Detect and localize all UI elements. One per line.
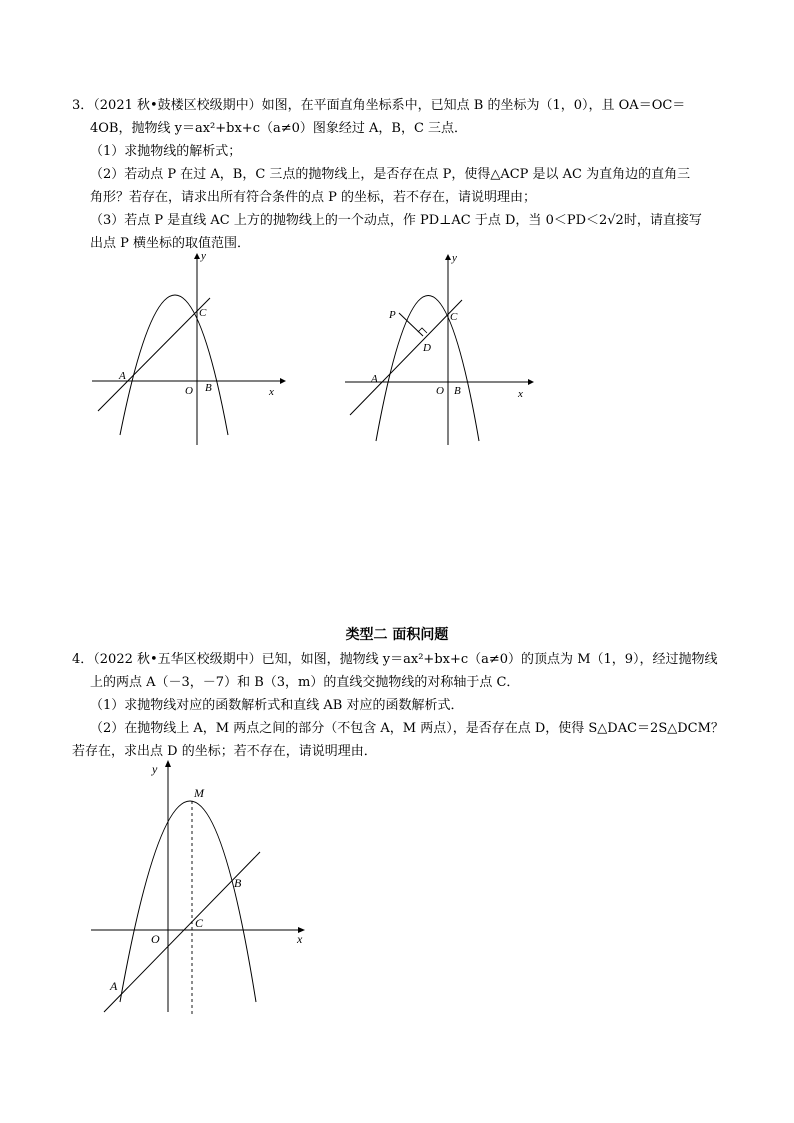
y-axis-arrow <box>445 254 451 260</box>
label-y: y <box>201 250 206 262</box>
label-O: O <box>436 385 444 397</box>
parabola <box>120 801 256 1002</box>
figure-3 <box>88 757 318 1017</box>
label-A: A <box>371 373 378 385</box>
problem-3-question-2a: （2）若动点 P 在过 A，B，C 三点的抛物线上，是否存在点 P，使得△ACP 是以 AC 为直角边的直角三 <box>90 167 691 182</box>
label-x: x <box>297 932 303 946</box>
parabola <box>120 295 228 435</box>
problem-3 <box>72 94 732 255</box>
problem-4-question-2a: （2）在抛物线上 A，M 两点之间的部分（不包含 A，M 两点），是否存在点 D，使得 S△DAC＝2S△DCM？ <box>90 721 724 736</box>
problem-4-question-1: （1）求抛物线对应的函数解析式和直线 AB 对应的函数解析式． <box>90 698 464 713</box>
label-D: D <box>423 342 431 354</box>
problem-4-question-2b: 若存在，求出点 D 的坐标；若不存在，请说明理由． <box>72 744 377 759</box>
line-ac <box>350 300 462 415</box>
label-P: P <box>389 309 396 321</box>
problem-3-line-2: 4OB，抛物线 y＝ax²+bx+c（a≠0）图象经过 A，B，C 三点． <box>90 121 468 136</box>
label-y: y <box>152 762 158 776</box>
segment-pd <box>399 313 423 336</box>
problem-4-line-2: 上的两点 A（－3，－7）和 B（3，m）的直线交抛物线的对称轴于点 C． <box>90 675 520 690</box>
y-axis-arrow <box>194 253 200 259</box>
problem-3-question-3b: 出点 P 横坐标的取值范围． <box>90 236 251 251</box>
problem-3-question-1: （1）求抛物线的解析式； <box>90 144 242 159</box>
section-title: 类型二 面积问题 <box>345 627 449 643</box>
label-x: x <box>518 388 523 400</box>
label-C: C <box>450 311 458 323</box>
problem-4-line-1: 4．（2022 秋•五华区校级期中）已知，如图，抛物线 y＝ax²+bx+c（a≠0）的顶点为 M（1，9），经过抛物线 <box>72 652 718 667</box>
label-B: B <box>234 876 242 890</box>
problem-3-question-3a: （3）若点 P 是直线 AC 上方的抛物线上的一个动点，作 PD⊥AC 于点 D，当 0＜PD＜2√2时，请直接写 <box>90 213 702 228</box>
label-A: A <box>110 979 118 993</box>
problem-3-question-2b: 角形？若存在，请求出所有符合条件的点 P 的坐标，若不存在，请说明理由； <box>90 190 537 205</box>
label-B: B <box>205 382 212 394</box>
x-axis-arrow <box>528 379 534 385</box>
figure-1 <box>90 245 290 450</box>
label-A: A <box>119 370 126 382</box>
label-x: x <box>269 386 274 398</box>
label-O: O <box>151 932 160 946</box>
label-y: y <box>452 252 457 264</box>
label-M: M <box>194 786 204 800</box>
figure-2 <box>343 245 543 450</box>
x-axis-arrow <box>280 378 286 384</box>
label-C: C <box>195 916 204 930</box>
label-O: O <box>185 385 193 397</box>
problem-3-line-1: 3．（2021 秋•鼓楼区校级期中）如图，在平面直角坐标系中，已知点 B 的坐标为（1，0），且 OA＝OC＝ <box>72 98 686 113</box>
label-C: C <box>199 307 207 319</box>
label-B: B <box>454 385 461 397</box>
problem-4 <box>72 648 742 763</box>
y-axis-arrow <box>165 760 171 767</box>
